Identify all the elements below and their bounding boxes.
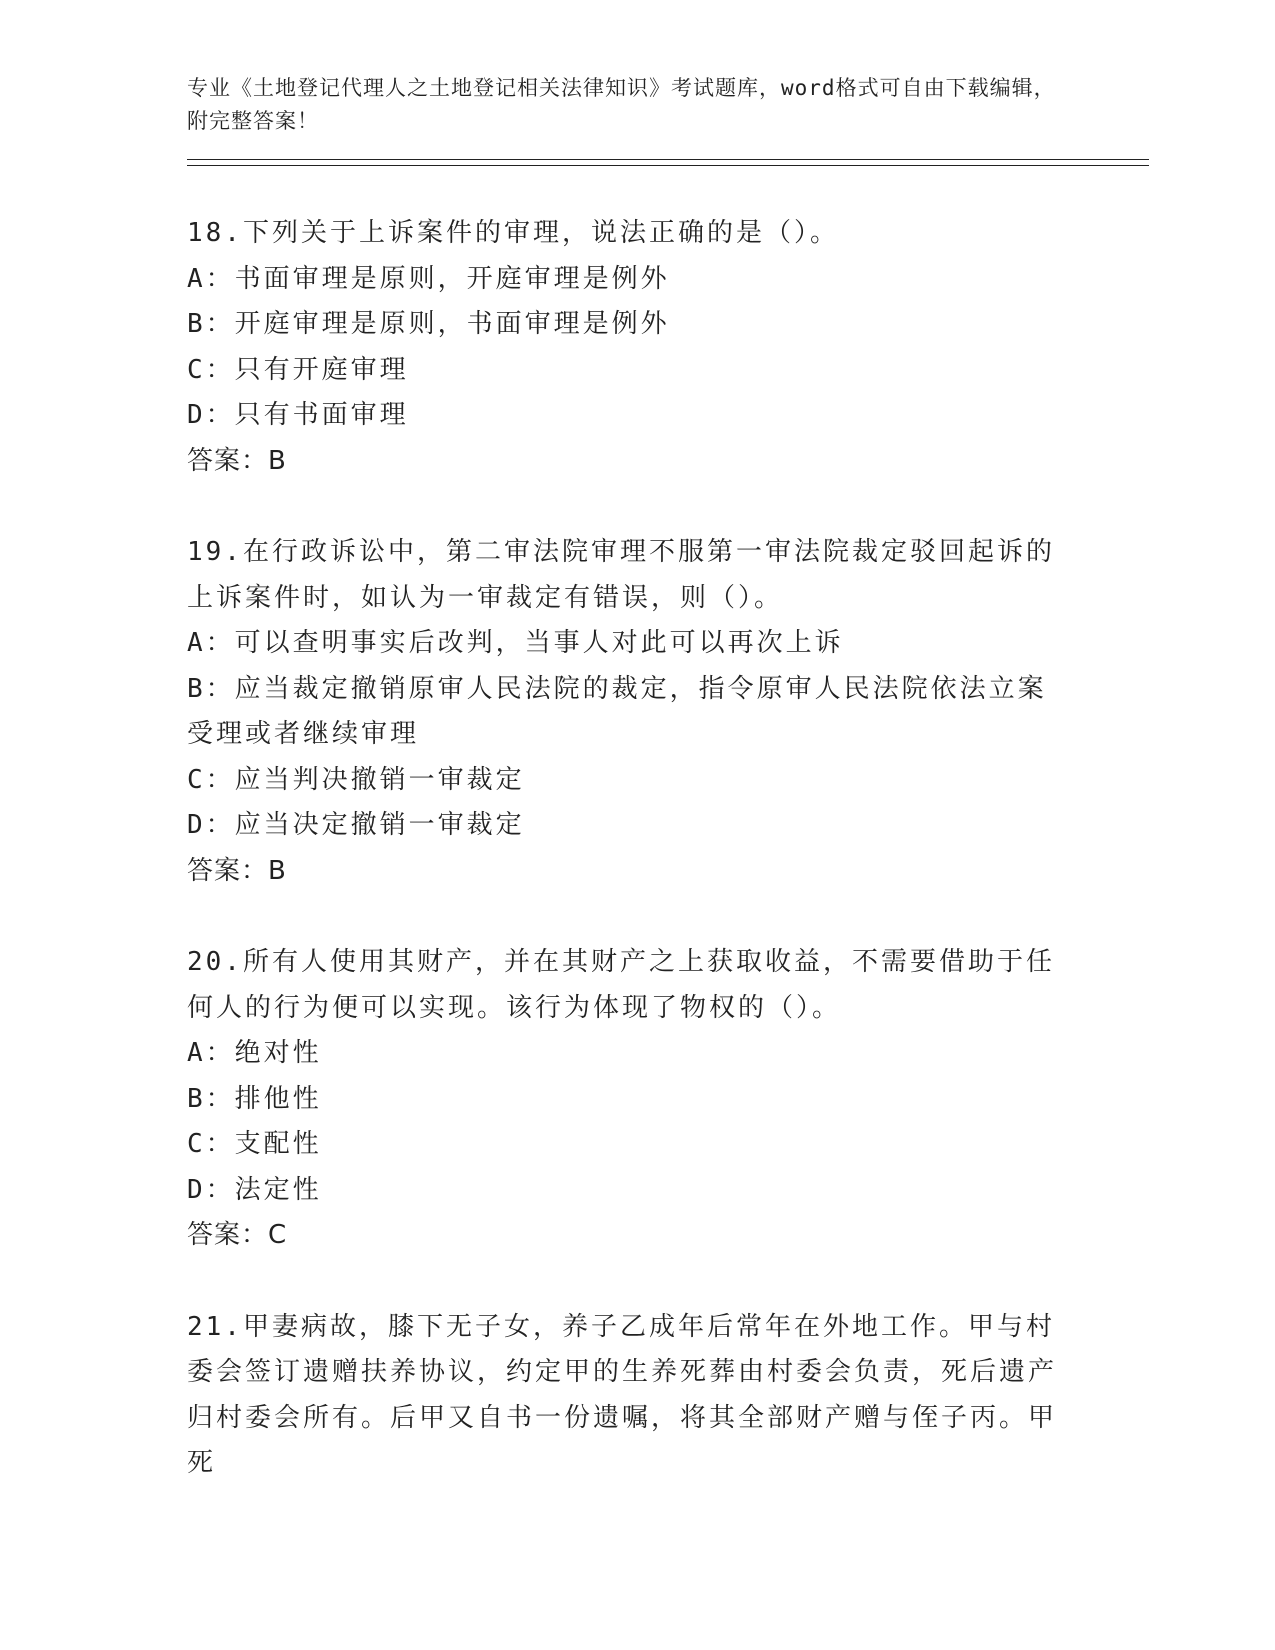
option-c: C：应当判决撤销一审裁定 [187, 764, 525, 795]
option-a: A：可以查明事实后改判，当事人对此可以再次上诉 [187, 628, 844, 658]
option-a: A：书面审理是原则，开庭审理是例外 [187, 263, 670, 294]
document-page [187, 72, 1147, 1533]
answer: 答案：C [187, 1220, 288, 1250]
question-stem: 18.下列关于上诉案件的审理，说法正确的是（）。 [187, 218, 839, 248]
question-19 [187, 530, 1147, 894]
question-stem: 21.甲妻病故，膝下无子女，养子乙成年后常年在外地工作。甲与村委会签订遗赠扶养协议，约定甲的生养死葬由村委会负责，死后遗产归村委会所有。后甲又自书一份遗嘱，将其全部财产赠与侄子丙。甲死 [187, 1311, 1058, 1478]
answer: 答案：B [187, 445, 287, 476]
option-d: D：应当决定撤销一审裁定 [187, 810, 525, 840]
option-c: C：只有开庭审理 [187, 354, 409, 385]
header-divider [187, 159, 1149, 166]
document-header: 专业《土地登记代理人之土地登记相关法律知识》考试题库，word格式可自由下载编辑，附完整答案！ [187, 76, 1056, 133]
answer: 答案：B [187, 855, 287, 886]
question-stem: 19.在行政诉讼中，第二审法院审理不服第一审法院裁定驳回起诉的上诉案件时，如认为一审裁定有错误，则（）。 [187, 537, 1055, 613]
question-21 [187, 1305, 1147, 1487]
option-a: A：绝对性 [187, 1038, 322, 1068]
question-stem: 20.所有人使用其财产，并在其财产之上获取收益，不需要借助于任何人的行为便可以实现。该行为体现了物权的（）。 [187, 947, 1055, 1023]
option-c: C：支配性 [187, 1129, 322, 1159]
option-b: B：排他性 [187, 1083, 322, 1114]
question-list [187, 211, 1147, 1487]
question-20 [187, 940, 1147, 1259]
question-18 [187, 211, 1147, 484]
option-b: B：开庭审理是原则，书面审理是例外 [187, 309, 670, 339]
option-d: D：法定性 [187, 1174, 322, 1205]
option-d: D：只有书面审理 [187, 400, 409, 430]
option-b: B：应当裁定撤销原审人民法院的裁定，指令原审人民法院依法立案受理或者继续审理 [187, 673, 1047, 749]
